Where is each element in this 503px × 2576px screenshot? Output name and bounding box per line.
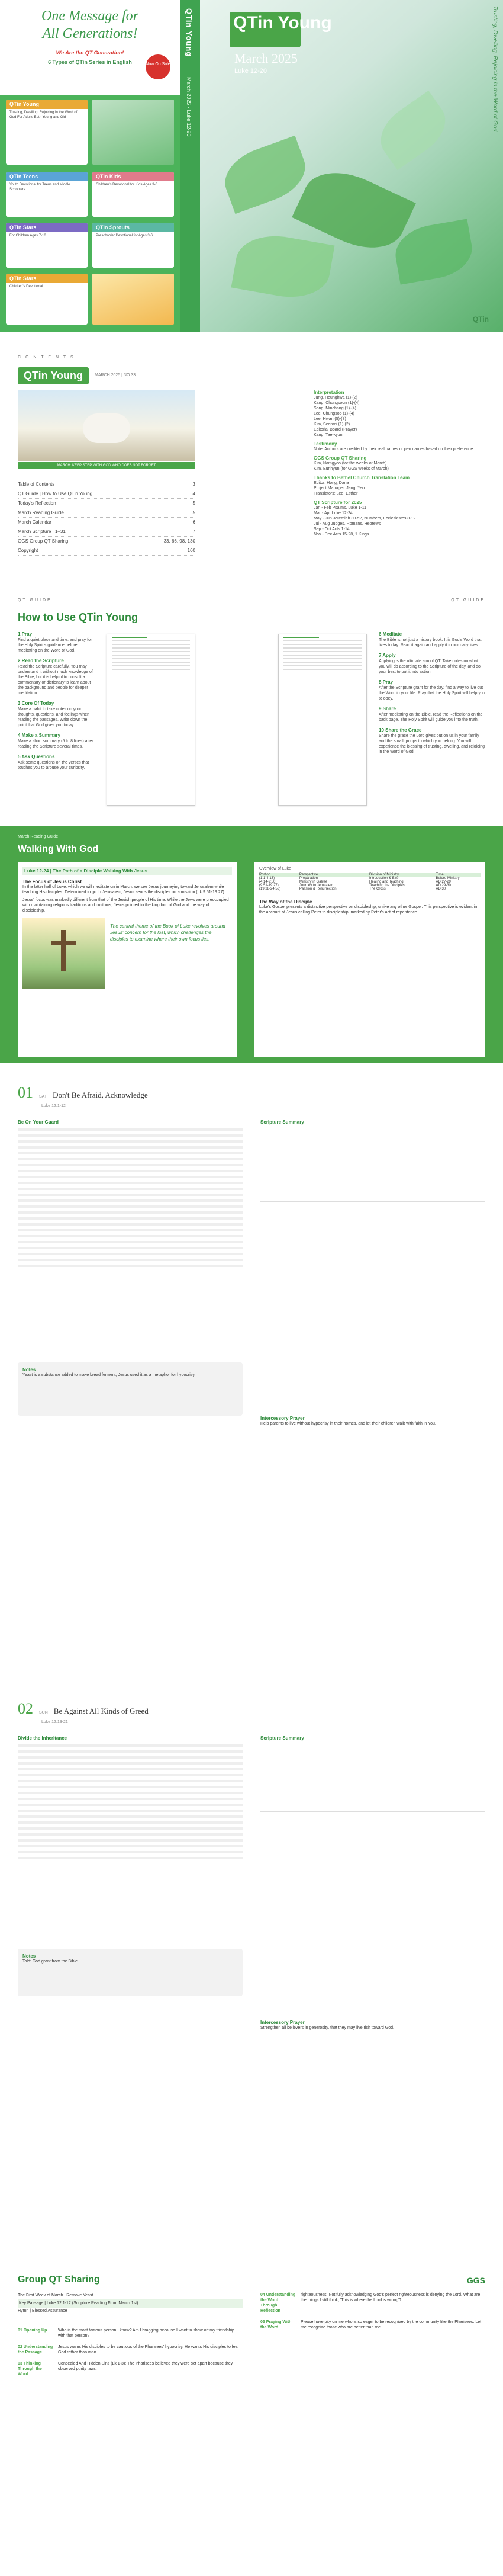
day-title: Don't Be Afraid, Acknowledge [53, 1090, 148, 1099]
table-cell: (1:1-4:13) [259, 877, 275, 880]
series-tile [92, 172, 174, 217]
front-cover [200, 0, 503, 332]
toc-item[interactable] [18, 499, 195, 508]
cover-brand: QTin Young [233, 13, 332, 33]
step-title: 5 Ask Questions [18, 754, 55, 759]
step-title: 1 Pray [18, 631, 33, 637]
contents-brand: QTin Young [18, 367, 89, 384]
table-cell: Passion & Resurrection [299, 887, 337, 891]
day-reference: Luke 12:1-12 [41, 1104, 66, 1108]
step-text: Make a short summary (5 to 8 lines) after reading the Scripture several times. [18, 739, 93, 749]
step-title: 6 Meditate [379, 631, 402, 637]
group-question [18, 2328, 243, 2338]
series-cover-image [92, 100, 174, 165]
table-cell: (9:51-19:27) [259, 884, 279, 887]
publisher-logo: QTin [472, 315, 489, 323]
scripture-column [18, 1119, 243, 1271]
text-line [18, 1792, 243, 1794]
schedule-line: May - Jun Jeremiah 30-52, Numbers, Ecclesiastes 8-12 [314, 517, 416, 521]
credits-column [314, 390, 485, 537]
scripture-section-heading: Be On Your Guard [18, 1119, 59, 1125]
back-title-line2: All Generations! [42, 26, 138, 41]
notes-text: Told: God grant from the Bible. [22, 1959, 79, 1964]
toc-page: 160 [187, 548, 195, 553]
overview-table [259, 873, 481, 891]
spine [180, 0, 200, 332]
question-label: 05 Praying With the Word [260, 2320, 292, 2330]
cover-tagline: Trusting, Dwelling, Rejoicing in the Word of God [492, 6, 498, 132]
toc-item[interactable] [18, 546, 195, 556]
step-title: 9 Share [379, 706, 396, 711]
back-cover [0, 0, 180, 332]
text-line [18, 1857, 243, 1859]
thanks-line: Translators: Lee, Esther [314, 492, 358, 496]
toc-label: March Calendar [18, 519, 51, 525]
toc-item[interactable] [18, 527, 195, 537]
spine-date: March 2025 · Luke 12-20 [186, 77, 192, 137]
series-tile-title: QTin Sprouts [92, 223, 174, 232]
day-section [0, 1700, 503, 2251]
toc-page: 33, 66, 98, 130 [163, 538, 195, 544]
credit-line: Lee, Hwan (5)-(8) [314, 417, 346, 421]
credit-line: Kang, Chungsoon (1)-(4) [314, 401, 360, 405]
toc-item[interactable] [18, 518, 195, 527]
summary-heading: Scripture Summary [260, 1119, 304, 1125]
text-line [18, 1223, 243, 1226]
table-cell: Introduction & Birth [369, 877, 400, 880]
way-paragraph: Luke's Gospel presents a distinctive perspective on discipleship, unlike any other Gospel. This perspective is evident in the account of Jesus calling Peter to discipleship, marked by Peter's act of repentance. [259, 905, 478, 915]
toc-page: 5 [192, 501, 195, 506]
table-cell: AD 30 [436, 887, 446, 891]
text-line [18, 1247, 243, 1249]
passage-heading: Luke 12-24 | The Path of a Disciple Walking With Jesus [22, 867, 232, 875]
text-line [18, 1804, 243, 1806]
series-tile-text: Youth Devotional for Teens and Middle Schoolers [9, 183, 70, 191]
text-line [18, 1194, 243, 1196]
ggs-brand: GGS [466, 2276, 485, 2285]
series-tile [6, 172, 88, 217]
step-title: 3 Core Of Today [18, 701, 54, 706]
series-tile-text: Children's Devotional for Kids Ages 3-6 [96, 183, 157, 187]
thanks-line: Project Manager: Jang, Yeo [314, 486, 365, 490]
scripture-section-heading: Divide the Inheritance [18, 1735, 67, 1741]
toc-item[interactable] [18, 489, 195, 499]
summary-column [260, 1735, 485, 1812]
step-text: The Bible is not just a history book. It is God's Word that lives today. Read it again and apply it to our daily lives. [379, 638, 482, 647]
guide-step [379, 653, 485, 675]
schedule-line: Sep - Oct Acts 1-14 [314, 527, 350, 531]
day-header [18, 1084, 148, 1102]
prayer-block [260, 1416, 485, 1426]
text-line [18, 1217, 243, 1220]
text-line [18, 1810, 243, 1812]
schedule-line: Jan - Feb Psalms, Luke 1-11 [314, 506, 366, 510]
question-text: Please have pity on me who is so eager to be recognized by the community like the Pharisees. Let me recognize those who are better than me. [301, 2320, 482, 2330]
step-title: 8 Pray [379, 679, 394, 685]
table-cell: Time [436, 873, 444, 877]
series-tile [6, 100, 88, 165]
schedule-line: Jul - Aug Judges, Romans, Hebrews [314, 522, 381, 526]
ggs-line: Kim, Namgyoo (for the weeks of March) [314, 461, 387, 466]
photo-row [22, 918, 232, 989]
table-cell: (4:14-9:50) [259, 880, 277, 884]
text-line [18, 1833, 243, 1836]
table-cell: Perspective [299, 873, 318, 877]
text-line [18, 1815, 243, 1818]
summary-lines[interactable] [260, 1125, 485, 1202]
toc-label: March Scripture | 1–31 [18, 529, 66, 534]
day-number: 01 [18, 1084, 33, 1101]
series-tile-title: QTin Stars [6, 274, 88, 283]
series-tile-title: QTin Teens [6, 172, 88, 181]
scripture-schedule-heading: QT Scripture for 2025 [314, 500, 362, 505]
step-text: Applying is the ultimate aim of QT. Take notes on what you will do according to the Scripture of the day, and do your best to put it into action. [379, 659, 481, 674]
testimony-heading: Testimony [314, 441, 337, 447]
series-tile-text: Children's Devotional [9, 285, 43, 288]
reading-guide-title: Walking With God [18, 844, 99, 854]
text-line [18, 1744, 243, 1747]
notes-text: Yeast is a substance added to make bread ferment; Jesus used it as a metaphor for hypocrisy. [22, 1373, 196, 1377]
guide-steps-right [379, 631, 485, 759]
cover-month: March 2025 [234, 51, 298, 66]
day-reference: Luke 12:13-21 [41, 1720, 68, 1724]
text-line [18, 1205, 243, 1208]
prayer-heading: Intercessory Prayer [260, 1416, 305, 1421]
guide-step [379, 679, 485, 701]
step-title: 10 Share the Grace [379, 727, 422, 733]
notes-label: Notes [22, 1953, 36, 1959]
schedule-line: Mar - Apr Luke 12-24 [314, 511, 353, 515]
table-cell: Teaching the Disciples [369, 884, 405, 887]
text-line [18, 1762, 243, 1765]
contents-header: C O N T E N T S [18, 355, 75, 360]
prayer-text: Help parents to live without hypocrisy in their homes, and let their children walk with faith in You. [260, 1422, 436, 1426]
focus-paragraph: Jesus' focus was markedly different from that of the Jewish people of His time. While the Jews were preoccupied with maintaining religious traditions and customs, Jesus pointed to the kingdom of God and the way of discipleship. [22, 898, 229, 913]
focus-paragraph: In the latter half of Luke, which we will meditate on in March, we see Jesus journeying toward Jerusalem while teaching His disciples. Determined to go to Jerusalem, Jesus sends the disciples on a mission (Lk 9:51-19:27). [22, 885, 225, 894]
step-text: Make a habit to take notes on your thoughts, questions, and feelings when reading the passages. Write down the point that God gives you today. [18, 707, 90, 727]
back-subtitle1: We Are the QT Generation! [56, 50, 124, 56]
text-line [18, 1158, 243, 1160]
summary-lines[interactable] [260, 1741, 485, 1812]
reading-guide-right-card [254, 862, 485, 1057]
prayer-text: Strengthen all believers in generosity, that they may live rich toward God. [260, 2026, 394, 2030]
text-line [18, 1253, 243, 1255]
text-line [18, 1199, 243, 1202]
toc-page: 5 [192, 510, 195, 515]
cross-shape [61, 930, 66, 971]
qt-guide-page [0, 598, 503, 817]
question-text: righteousness. Not fully acknowledging God's perfect righteousness is denying the Lord. What are the things I still think, 'This is where the Lord is wrong'? [301, 2293, 481, 2302]
schedule-line: Nov - Dec Acts 15-28, 1 Kings [314, 532, 369, 537]
group-question [18, 2344, 243, 2355]
spine-brand: QTin Young [185, 8, 194, 57]
text-line [18, 1134, 243, 1137]
question-label: 02 Understanding the Passage [18, 2345, 53, 2354]
group-meta-line: Hymn | Blessed Assurance [18, 2309, 67, 2313]
step-text: After meditating on the Bible, read the Reflections on the back page. The Holy Spirit will guide you into the truth. [379, 713, 483, 722]
prayer-heading: Intercessory Prayer [260, 2020, 305, 2025]
question-label: 03 Thinking Through the Word [18, 2362, 42, 2376]
back-cover-top [0, 0, 180, 95]
testimony-text: Note: Authors are credited by their real names or pen names based on their preference [314, 447, 473, 451]
notes-box[interactable] [18, 1949, 243, 1996]
text-line [18, 1786, 243, 1788]
focus-heading: The Focus of Jesus Christ [22, 879, 82, 884]
text-line [18, 1176, 243, 1178]
pull-quote: The central theme of the Book of Luke revolves around Jesus' concern for the lost, which challenges the disciples to examine where their own focus lies. [110, 923, 225, 942]
toc-label: GGS Group QT Sharing [18, 538, 69, 544]
text-line [18, 1780, 243, 1782]
thanks-line: Editor: Hong, Dana [314, 481, 349, 485]
guide-step [379, 727, 485, 755]
day-title: Be Against All Kinds of Greed [53, 1706, 149, 1715]
back-title-line1: One Message for [41, 8, 138, 24]
interpretation-heading: Interpretation [314, 390, 344, 395]
credit-line: Jung, Heunghwa (1)-(2) [314, 396, 357, 400]
step-text: After the Scripture grant for the day, find a way to live out the Word in your life. Pray that the Holy Spirit will help you to obey. [379, 686, 485, 701]
guide-step [18, 754, 95, 771]
text-line [18, 1845, 243, 1847]
text-line [18, 1259, 243, 1261]
issue-number: MARCH 2025 | NO.33 [95, 373, 136, 377]
guide-header-left: QT GUIDE [18, 598, 52, 602]
overview-heading: Overview of Luke [259, 867, 292, 871]
question-text: Jesus warns His disciples to be cautious of the Pharisees' hypocrisy. He wants His disciples to fear God rather than man. [58, 2345, 239, 2354]
prayer-block [260, 2020, 485, 2030]
back-subtitle2: 6 Types of QTin Series in English [48, 59, 132, 65]
series-tile [6, 223, 88, 268]
text-line [18, 1768, 243, 1770]
credit-line: Lee, Chungsoo (1)-(4) [314, 412, 354, 416]
group-questions-right [260, 2292, 485, 2336]
text-line [18, 1128, 243, 1131]
group-question [18, 2361, 243, 2377]
table-cell: AD 29-30 [436, 884, 451, 887]
series-tile [6, 274, 88, 325]
day-header [18, 1700, 149, 1718]
question-label: 01 Opening Up [18, 2328, 47, 2333]
guide-step [18, 658, 95, 696]
toc-item[interactable] [18, 508, 195, 518]
table-cell: Ministry in Galilee [299, 880, 328, 884]
reading-guide-kicker: March Reading Guide [18, 835, 59, 839]
guide-steps-left [18, 631, 95, 775]
text-line [18, 1774, 243, 1776]
guide-step [379, 631, 485, 648]
credit-line: Kim, Seonmi (1)-(2) [314, 422, 350, 426]
group-title: Group QT Sharing [18, 2275, 100, 2285]
question-label: 04 Understanding the Word Through Reflection [260, 2293, 296, 2313]
table-cell: Portion [259, 873, 271, 877]
text-line [18, 1750, 243, 1753]
series-tile-title: QTin Young [6, 100, 88, 109]
question-text: Concealed And Hidden Sins (Lk 1-3): The Pharisees believed they were set apart because they observed purity laws. [58, 2362, 233, 2371]
sample-page-image [278, 634, 367, 806]
guide-step [18, 733, 95, 749]
text-line [18, 1188, 243, 1190]
day-number: 02 [18, 1700, 33, 1717]
scripture-column [18, 1735, 243, 1863]
text-line [18, 1211, 243, 1214]
group-meta [18, 2292, 243, 2314]
toc-page: 6 [192, 519, 195, 525]
text-line [18, 1839, 243, 1842]
notes-label: Notes [22, 1367, 36, 1372]
step-text: Find a quiet place and time, and pray for the Holy Spirit's guidance before meditating on the Word of God. [18, 638, 92, 653]
series-tile-text: Trusting, Dwelling, Rejoicing in the Word of God For Adults Both Young and Old [9, 111, 78, 119]
group-question [260, 2292, 485, 2314]
toc-page: 7 [192, 529, 195, 534]
credit-line: Song, Minchang (1)-(4) [314, 406, 356, 410]
guide-step [18, 631, 95, 653]
text-line [18, 1241, 243, 1243]
step-title: 7 Apply [379, 653, 396, 658]
series-tile [92, 223, 174, 268]
summary-heading: Scripture Summary [260, 1735, 304, 1741]
text-line [18, 1821, 243, 1824]
guide-step [18, 701, 95, 728]
series-tile-title: QTin Stars [6, 223, 88, 232]
leaf-shape [370, 91, 456, 170]
guide-title: How to Use QTin Young [18, 611, 138, 623]
text-line [18, 1170, 243, 1172]
contents-page [0, 355, 503, 580]
text-line [18, 1229, 243, 1231]
table-cell: Journey to Jerusalem [299, 884, 334, 887]
cross-shape [51, 941, 76, 945]
table-cell: The Cross [369, 887, 386, 891]
text-line [18, 1164, 243, 1166]
lamb-photo [18, 390, 195, 461]
photo-caption: MARCH: KEEP STEP WITH GOD WHO DOES NOT FORGET [18, 462, 195, 469]
cross-photo [22, 918, 105, 989]
toc-label: Table of Contents [18, 482, 55, 487]
step-text: Read the Scripture carefully. You may understand it without much knowledge of the Bible, but it is helpful to consult a commentary or dictionary to learn about the background and people for deeper meditation. [18, 665, 93, 695]
series-cover-image [92, 274, 174, 325]
table-cell: Preparation [299, 877, 318, 880]
step-text: Share the grace the Lord gives out on us in your family and the small groups to which you belong. You will experience the blessing of trusting, dwelling, and rejoicing in the Word of God. [379, 734, 485, 754]
table-cell: (19:28-24:53) [259, 887, 281, 891]
text-line [18, 1146, 243, 1149]
text-line [18, 1756, 243, 1759]
credit-line: Editorial Board (Prayer) [314, 428, 357, 432]
text-line [18, 1827, 243, 1830]
toc-label: QT Guide | How to Use QTin Young [18, 491, 93, 496]
question-text: Who is the most famous person I know? Am I bragging because I want to show off my friendship with that person? [58, 2328, 234, 2338]
now-on-sale-badge: Now On Sale [146, 54, 170, 79]
step-text: Ask some questions on the verses that touches you to arouse your curiosity. [18, 761, 89, 770]
group-question [260, 2320, 485, 2330]
toc-list [18, 480, 195, 556]
toc-page: 3 [192, 482, 195, 487]
table-cell: Division of Ministry [369, 873, 399, 877]
toc-label: March Reading Guide [18, 510, 64, 515]
cover-spread [0, 0, 503, 332]
summary-column [260, 1119, 485, 1202]
thanks-heading: Thanks to Bethel Church Translation Team [314, 475, 410, 480]
text-line [18, 1182, 243, 1184]
text-line [18, 1152, 243, 1154]
day-weekday: SUN [39, 1711, 48, 1715]
series-tile-text: For Children Ages 7-10 [9, 234, 46, 238]
guide-header-right: QT GUIDE [451, 598, 485, 602]
text-line [18, 1140, 243, 1143]
leaf-shape [231, 229, 335, 304]
sample-page-image [107, 634, 195, 806]
toc-label: Copyright [18, 548, 38, 553]
toc-label: Today's Reflection [18, 501, 56, 506]
step-title: 4 Make a Summary [18, 733, 61, 738]
toc-item[interactable] [18, 480, 195, 489]
day-weekday: SAT [39, 1095, 47, 1099]
text-line [18, 1235, 243, 1237]
reading-guide-section [0, 826, 503, 1063]
group-meta-line: Key Passage | Luke 12:1-12 (Scripture Reading From March 1st) [18, 2299, 243, 2308]
text-line [18, 1851, 243, 1853]
group-meta-line: The First Week of March | Remove Yeast [18, 2293, 93, 2298]
text-line [18, 1798, 243, 1800]
table-cell: AD 27-29 [436, 880, 451, 884]
reading-guide-left-card [18, 862, 237, 1057]
table-cell: Healing and Teaching [369, 880, 404, 884]
group-questions-left [18, 2328, 243, 2383]
group-qt-page [0, 2269, 503, 2576]
credit-line: Kang, Tae-kyun [314, 433, 343, 437]
notes-box[interactable] [18, 1362, 243, 1416]
step-title: 2 Read the Scripture [18, 658, 64, 663]
text-line [18, 1265, 243, 1267]
series-tile-title: QTin Kids [92, 172, 174, 181]
ggs-heading: GGS Group QT Sharing [314, 455, 367, 461]
series-tile-text: Preschooler Devotional for Ages 3-6 [96, 234, 153, 238]
toc-page: 4 [192, 491, 195, 496]
ggs-line: Kim, Eunhyun (for GGS weeks of March) [314, 467, 389, 471]
table-cell: Before Ministry [436, 877, 460, 880]
day-section [0, 1084, 503, 1676]
way-heading: The Way of the Disciple [259, 899, 312, 904]
cover-reference: Luke 12-20 [234, 68, 267, 75]
toc-item[interactable] [18, 537, 195, 546]
guide-step [379, 706, 485, 723]
lamb-shape [83, 413, 130, 443]
